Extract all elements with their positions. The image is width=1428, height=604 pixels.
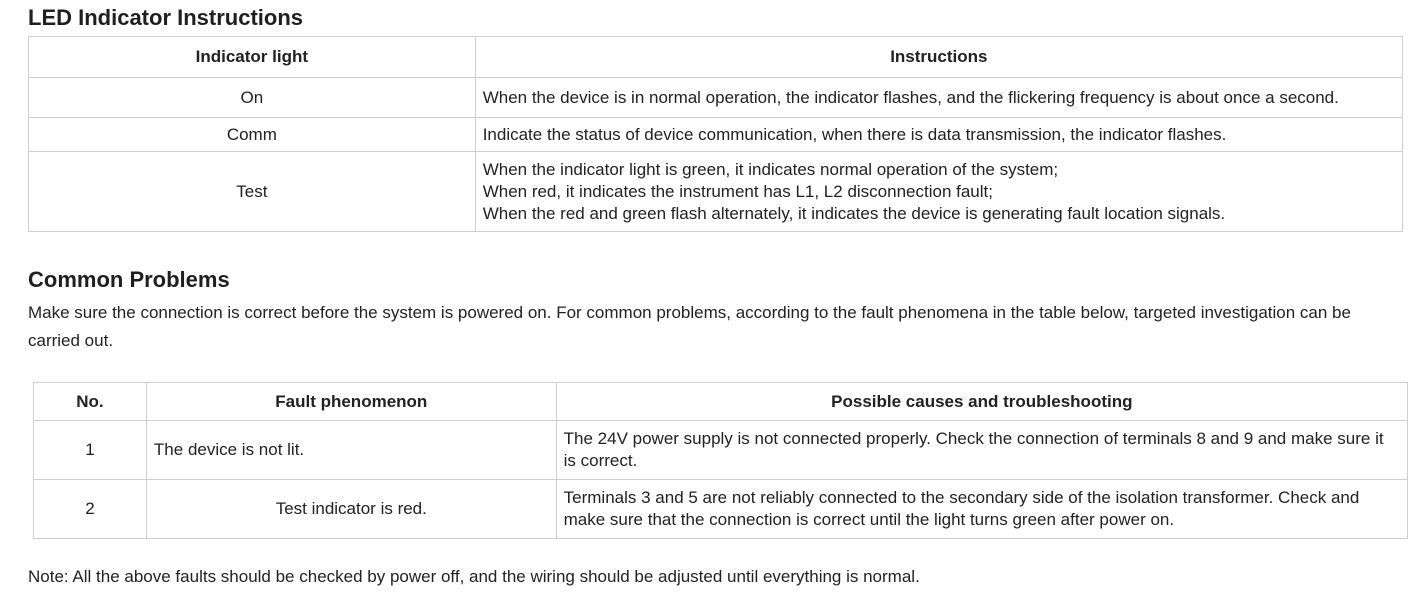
column-header-indicator-light: Indicator light (29, 37, 476, 78)
instruction-line: When red, it indicates the instrument has L1, L2 disconnection fault; (482, 181, 993, 201)
indicator-cell: Test (29, 152, 476, 232)
possible-cause-cell: Terminals 3 and 5 are not reliably connected to the secondary side of the isolation transformer. Check and make sure that the connection is correct until the light turns green after power on. (556, 480, 1407, 539)
column-header-fault-phenomenon: Fault phenomenon (146, 383, 556, 421)
table-row (29, 152, 1403, 232)
table-row (29, 118, 1403, 152)
table-row (34, 421, 1408, 480)
fault-phenomenon-cell: The device is not lit. (146, 421, 556, 480)
table-row (34, 480, 1408, 539)
troubleshooting-note: Note: All the above faults should be checked by power off, and the wiring should be adjusted until everything is normal. (28, 567, 920, 586)
indicator-cell: Comm (29, 118, 476, 152)
common-problems-table (33, 382, 1408, 539)
problems-intro-text: Make sure the connection is correct before the system is powered on. For common problems, according to the fault phenomena in the table below, targeted investigation can be carried out. (28, 303, 1351, 350)
instruction-cell: Indicate the status of device communication, when there is data transmission, the indicator flashes. (475, 118, 1402, 152)
indicator-cell: On (29, 78, 476, 118)
table-header-row (34, 383, 1408, 421)
instruction-line: When the indicator light is green, it indicates normal operation of the system; (482, 159, 1059, 179)
instruction-cell (475, 152, 1402, 232)
row-number-cell: 2 (34, 480, 147, 539)
row-number-cell: 1 (34, 421, 147, 480)
column-header-possible-causes: Possible causes and troubleshooting (556, 383, 1407, 421)
fault-phenomenon-cell: Test indicator is red. (146, 480, 556, 539)
column-header-no: No. (34, 383, 147, 421)
table-header-row (29, 37, 1403, 78)
column-header-instructions: Instructions (475, 37, 1402, 78)
led-indicator-table (28, 36, 1403, 232)
instruction-cell: When the device is in normal operation, the indicator flashes, and the flickering frequency is about once a second. (475, 78, 1402, 118)
possible-cause-cell: The 24V power supply is not connected properly. Check the connection of terminals 8 and 9 and make sure it is correct. (556, 421, 1407, 480)
table-row (29, 78, 1403, 118)
problems-section-title: Common Problems (28, 267, 230, 292)
led-section-title: LED Indicator Instructions (28, 5, 304, 30)
instruction-line: When the red and green flash alternately, it indicates the device is generating fault location signals. (482, 203, 1226, 223)
